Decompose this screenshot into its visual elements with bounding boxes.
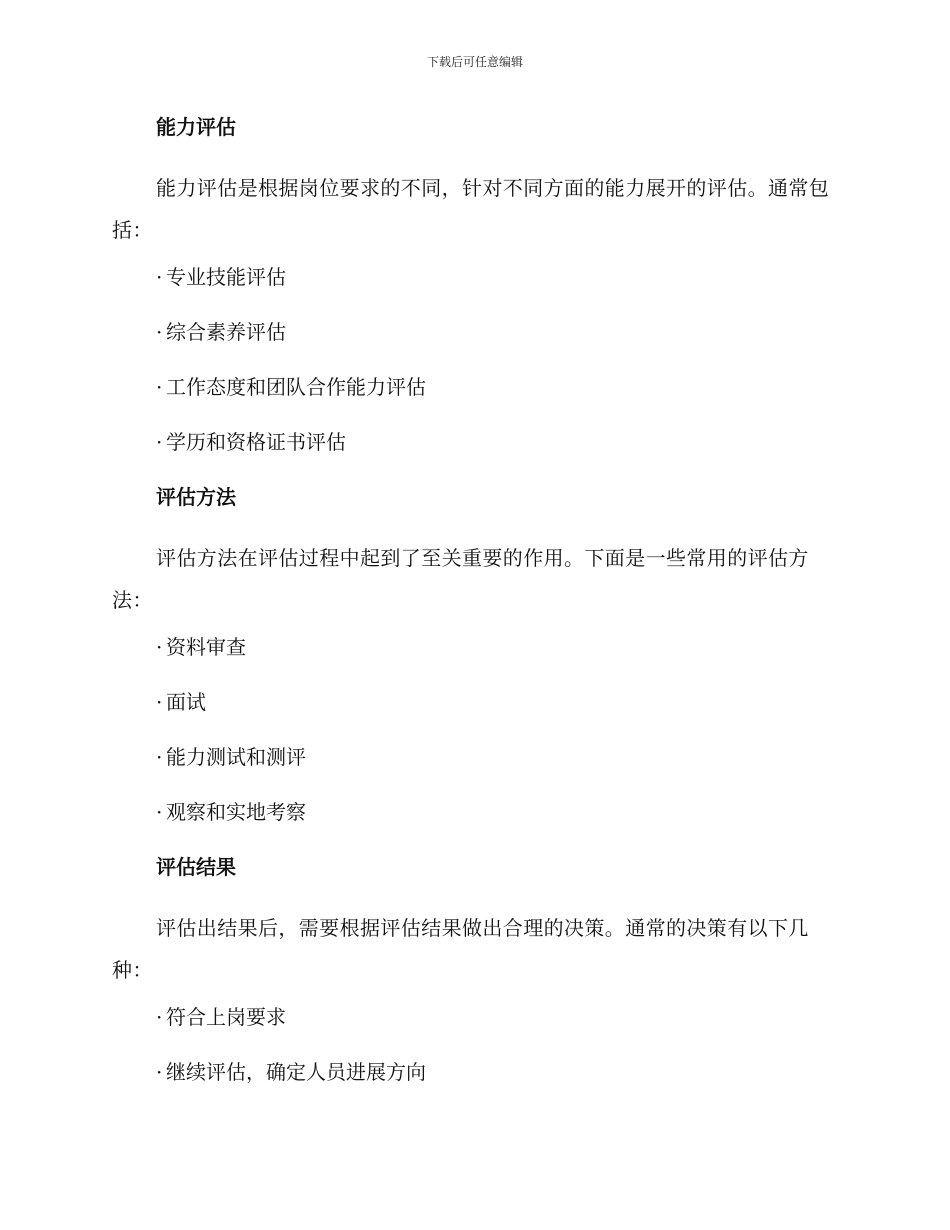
bullet-dot: · bbox=[156, 635, 163, 659]
document-body bbox=[112, 112, 832, 1112]
section-assessment-results bbox=[112, 852, 832, 1087]
list-item-text: 专业技能评估 bbox=[166, 265, 286, 289]
list-item-text: 观察和实地考察 bbox=[166, 800, 306, 824]
section-paragraph: 评估方法在评估过程中起到了至关重要的作用。下面是一些常用的评估方法： bbox=[112, 546, 809, 612]
bullet-dot: · bbox=[156, 430, 163, 454]
bullet-dot: · bbox=[156, 265, 163, 289]
section-heading: 能力评估 bbox=[156, 115, 236, 139]
list-item bbox=[112, 262, 832, 292]
bullet-dot: · bbox=[156, 800, 163, 824]
list-item-text: 继续评估，确定人员进展方向 bbox=[166, 1060, 426, 1084]
bullet-dot: · bbox=[156, 745, 163, 769]
list-item bbox=[112, 797, 832, 827]
list-item bbox=[112, 317, 832, 347]
list-item bbox=[112, 742, 832, 772]
section-paragraph: 评估出结果后，需要根据评估结果做出合理的决策。通常的决策有以下几种： bbox=[112, 916, 809, 982]
bullet-dot: · bbox=[156, 375, 163, 399]
page-header: 下载后可任意编辑 bbox=[426, 55, 523, 69]
section-paragraph: 能力评估是根据岗位要求的不同，针对不同方面的能力展开的评估。通常包括： bbox=[112, 176, 830, 242]
list-item-text: 学历和资格证书评估 bbox=[166, 430, 346, 454]
bullet-dot: · bbox=[156, 320, 163, 344]
list-item-text: 综合素养评估 bbox=[166, 320, 286, 344]
section-heading: 评估方法 bbox=[156, 485, 236, 509]
list-item bbox=[112, 1002, 832, 1032]
bullet-dot: · bbox=[156, 1060, 163, 1084]
section-heading: 评估结果 bbox=[156, 855, 236, 879]
list-item bbox=[112, 687, 832, 717]
list-item bbox=[112, 427, 832, 457]
bullet-dot: · bbox=[156, 690, 163, 714]
bullet-dot: · bbox=[156, 1005, 163, 1029]
list-item bbox=[112, 632, 832, 662]
section-ability-assessment bbox=[112, 112, 832, 457]
list-item-text: 面试 bbox=[166, 690, 206, 714]
list-item-text: 符合上岗要求 bbox=[166, 1005, 286, 1029]
list-item bbox=[112, 372, 832, 402]
list-item-text: 能力测试和测评 bbox=[166, 745, 306, 769]
list-item bbox=[112, 1057, 832, 1087]
section-assessment-methods bbox=[112, 482, 832, 827]
list-item-text: 资料审查 bbox=[166, 635, 246, 659]
list-item-text: 工作态度和团队合作能力评估 bbox=[166, 375, 426, 399]
